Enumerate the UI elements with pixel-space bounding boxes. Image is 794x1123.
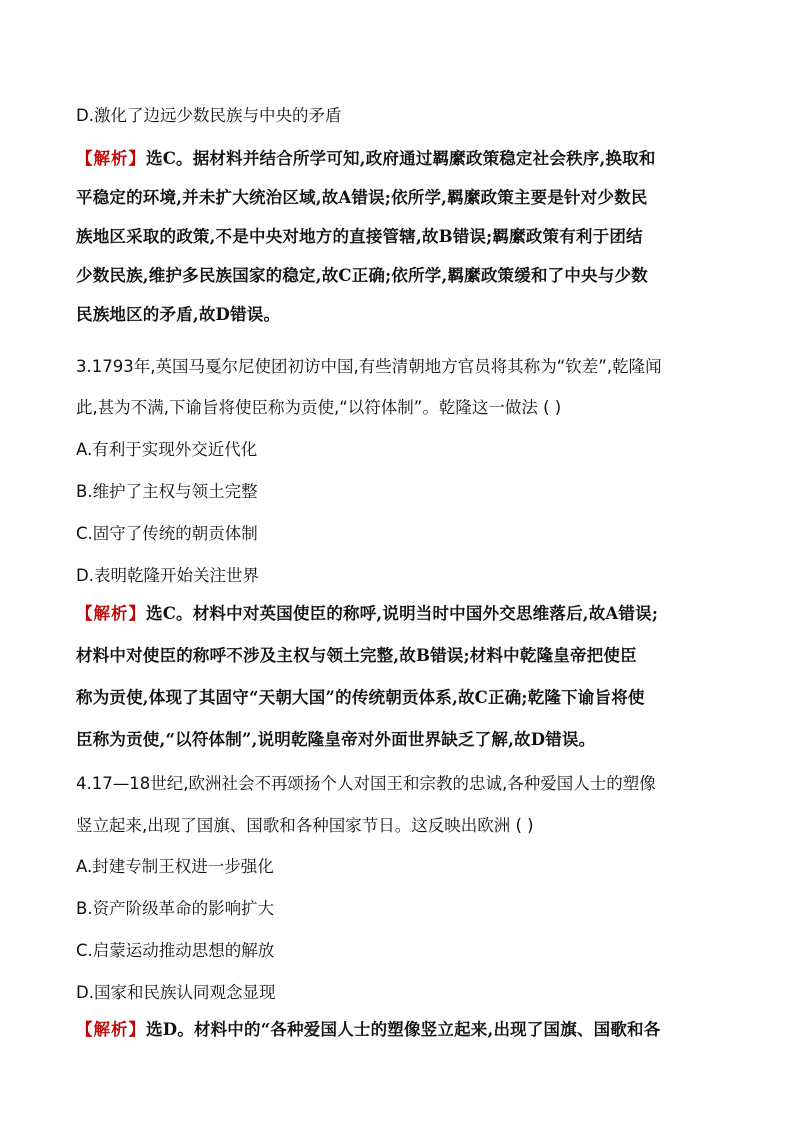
q2-explanation-tag: 【解析】 [76, 149, 146, 168]
q3-option-b: B.维护了主权与领土完整 [76, 482, 258, 501]
q3-option-a: A.有利于实现外交近代化 [76, 440, 258, 459]
q4-option-b: B.资产阶级革命的影响扩大 [76, 899, 275, 918]
q4-stem-line-2: 竖立起来,出现了国旗、国歌和各种国家节日。这反映出欧洲 ( ) [76, 816, 534, 835]
q2-option-d: D.激化了边远少数民族与中央的矛盾 [76, 106, 342, 125]
q3-stem-line-1: 3.1793年,英国马戛尔尼使团初访中国,有些清朝地方官员将其称为“钦差”,乾隆闻 [76, 357, 662, 376]
q4-option-a: A.封建专制王权进一步强化 [76, 857, 274, 876]
q3-explanation-line-4: 臣称为贡使,“以符体制”,说明乾隆皇帝对外面世界缺乏了解,故D错误。 [76, 730, 596, 749]
q3-option-d: D.表明乾隆开始关注世界 [76, 566, 259, 585]
q4-option-d: D.国家和民族认同观念显现 [76, 983, 276, 1002]
q4-explanation-line-1: 【解析】选D。材料中的“各种爱国人士的塑像竖立起来,出现了国旗、国歌和各 [76, 1020, 661, 1039]
q4-option-c: C.启蒙运动推动思想的解放 [76, 941, 275, 960]
q2-explanation-line-1: 【解析】选C。据材料并结合所学可知,政府通过羁縻政策稳定社会秩序,换取和 [76, 149, 656, 168]
q3-explanation-tag: 【解析】 [76, 604, 146, 623]
q3-option-c: C.固守了传统的朝贡体制 [76, 524, 258, 543]
q3-explanation-line-3: 称为贡使,体现了其固守“天朝大国”的传统朝贡体系,故C正确;乾隆下谕旨将使 [76, 688, 645, 707]
q2-explanation-line-5: 民族地区的矛盾,故D错误。 [76, 305, 281, 324]
q3-explanation-line-2: 材料中对使臣的称呼不涉及主权与领土完整,故B错误;材料中乾隆皇帝把使臣 [76, 646, 637, 665]
q4-explanation-tag: 【解析】 [76, 1020, 146, 1039]
q2-explanation-line-3: 族地区采取的政策,不是中央对地方的直接管辖,故B错误;羁縻政策有利于团结 [76, 227, 643, 246]
q2-explanation-line-2: 平稳定的环境,并未扩大统治区域,故A错误;依所学,羁縻政策主要是针对少数民 [76, 188, 648, 207]
q3-explanation-line-1: 【解析】选C。材料中对英国使臣的称呼,说明当时中国外交思维落后,故A错误; [76, 604, 659, 623]
q3-stem-line-2: 此,甚为不满,下谕旨将使臣称为贡使,“以符体制”。乾隆这一做法 ( ) [76, 398, 562, 417]
q2-explanation-line-4: 少数民族,维护多民族国家的稳定,故C正确;依所学,羁縻政策缓和了中央与少数 [76, 266, 648, 285]
q4-stem-line-1: 4.17—18世纪,欧洲社会不再颂扬个人对国王和宗教的忠诚,各种爱国人士的塑像 [76, 774, 656, 793]
